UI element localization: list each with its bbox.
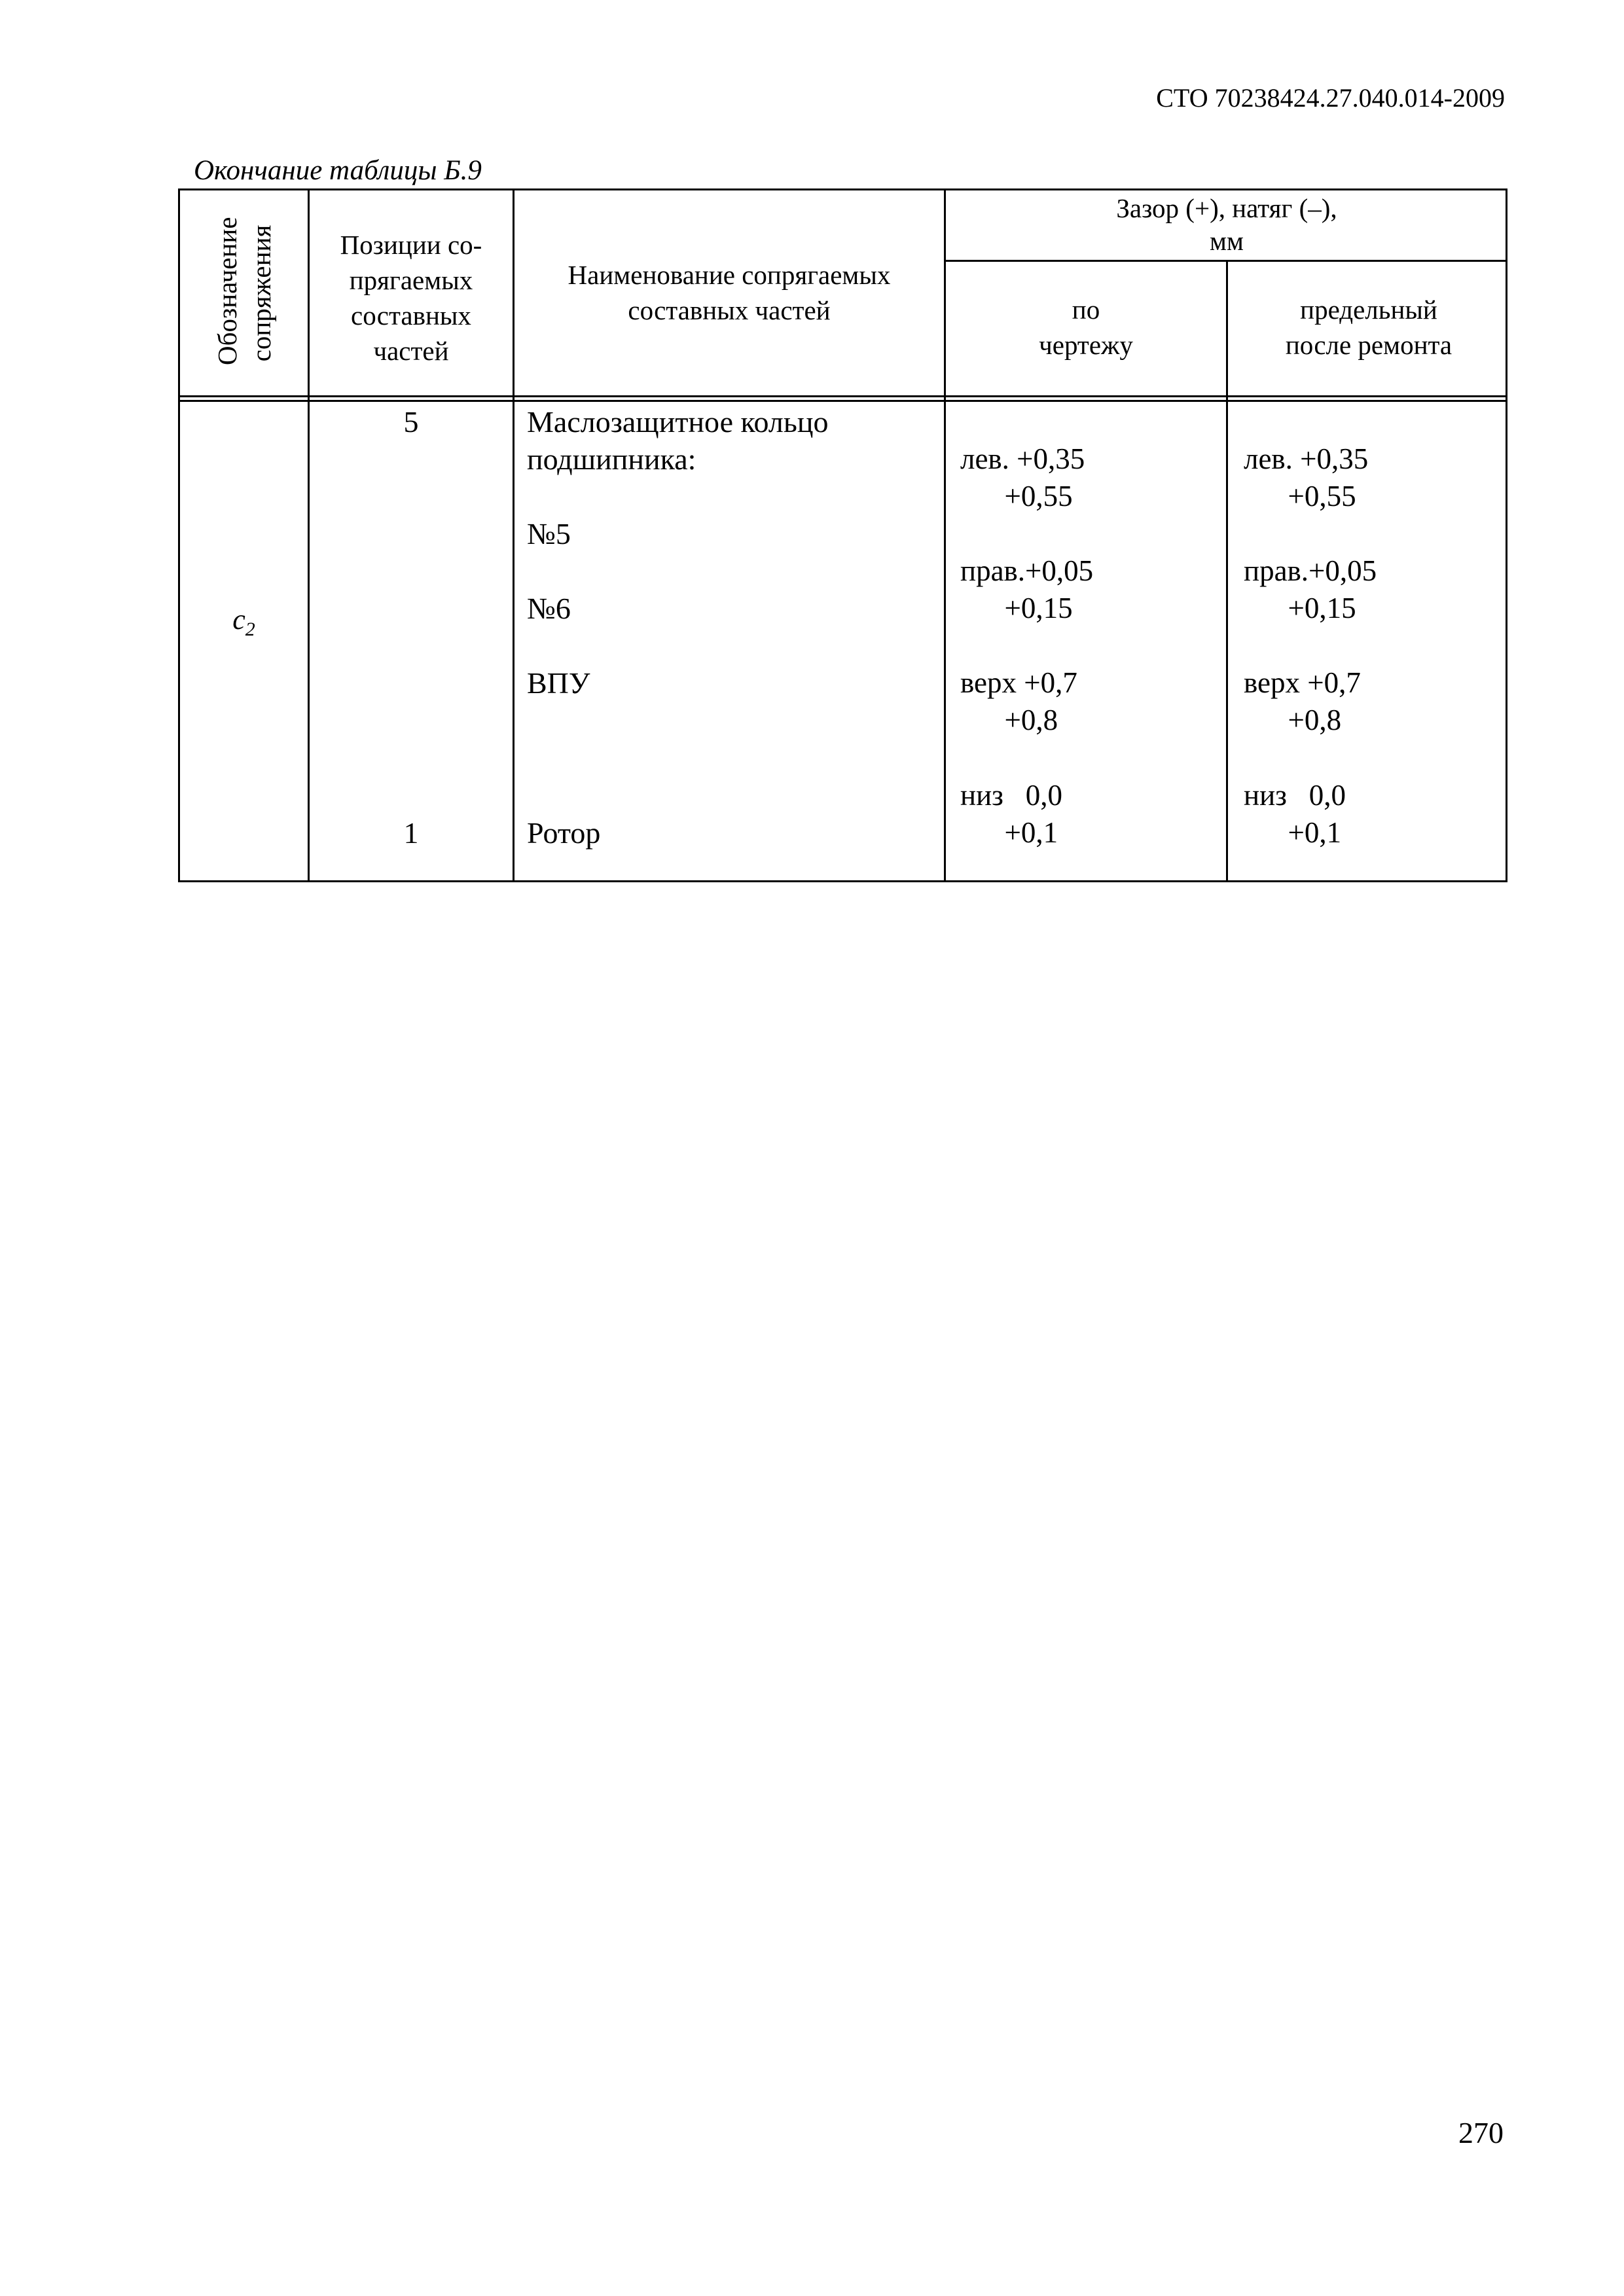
header-bottom-double-line — [180, 395, 1506, 402]
limit-value: +0,8 — [1244, 704, 1342, 736]
header-by-drawing — [946, 292, 1226, 363]
position-value: 5 — [403, 405, 419, 439]
by-drawing-value: лев. +0,35 — [960, 442, 1085, 475]
header-name — [514, 257, 944, 328]
header-by-drawing-line: по — [1072, 295, 1100, 325]
limit-value: верх +0,7 — [1244, 666, 1361, 699]
limit-value: прав.+0,05 — [1244, 554, 1377, 587]
name-line: Маслозащитное кольцо — [527, 405, 829, 439]
by-drawing-value: +0,55 — [960, 480, 1073, 512]
header-positions-line: частей — [373, 336, 449, 366]
header-gap-group-line: мм — [1210, 226, 1244, 256]
designation-value: $c_2$ — [232, 603, 255, 640]
by-drawing-value: верх +0,7 — [960, 666, 1077, 699]
header-name-line: Наименование сопрягаемых — [568, 260, 891, 290]
by-drawing-value: низ 0,0 — [960, 779, 1062, 812]
header-name-line: составных частей — [628, 295, 831, 325]
header-divider — [944, 260, 1506, 262]
header-by-drawing-line: чертежу — [1039, 330, 1133, 360]
table-caption: Окончание таблицы Б.9 — [194, 155, 482, 186]
position-value: 1 — [403, 816, 419, 850]
header-limit-line: предельный — [1300, 295, 1437, 325]
header-positions — [310, 227, 513, 368]
header-designation: Обозначение сопряжения — [211, 217, 276, 365]
limit-value: низ 0,0 — [1244, 779, 1346, 812]
header-positions-line: прягаемых — [349, 265, 473, 295]
name-line: подшипника: — [527, 442, 696, 476]
header-positions-line: Позиции со- — [340, 230, 482, 260]
name-line: Ротор — [527, 816, 601, 850]
name-line: №6 — [527, 592, 571, 625]
header-gap-group-line: Зазор (+), натяг (–), — [1116, 193, 1337, 223]
name-line: №5 — [527, 517, 571, 550]
by-drawing-value: +0,8 — [960, 704, 1058, 736]
header-limit-line: после ремонта — [1285, 330, 1453, 360]
by-drawing-value: +0,1 — [960, 816, 1058, 849]
name-line: ВПУ — [527, 666, 590, 700]
header-limit-after-repair — [1228, 292, 1509, 363]
limit-value: +0,15 — [1244, 592, 1356, 624]
header-positions-line: составных — [351, 300, 471, 331]
document-code: СТО 70238424.27.040.014-2009 — [1156, 83, 1505, 113]
by-drawing-value: +0,15 — [960, 592, 1073, 624]
header-designation-cell — [180, 190, 308, 396]
header-gap-group — [946, 192, 1507, 257]
limit-value: лев. +0,35 — [1244, 442, 1369, 475]
page-number: 270 — [1458, 2116, 1504, 2149]
limit-value: +0,55 — [1244, 480, 1356, 512]
by-drawing-value: прав.+0,05 — [960, 554, 1094, 587]
limit-value: +0,1 — [1244, 816, 1342, 849]
data-table — [178, 188, 1507, 882]
